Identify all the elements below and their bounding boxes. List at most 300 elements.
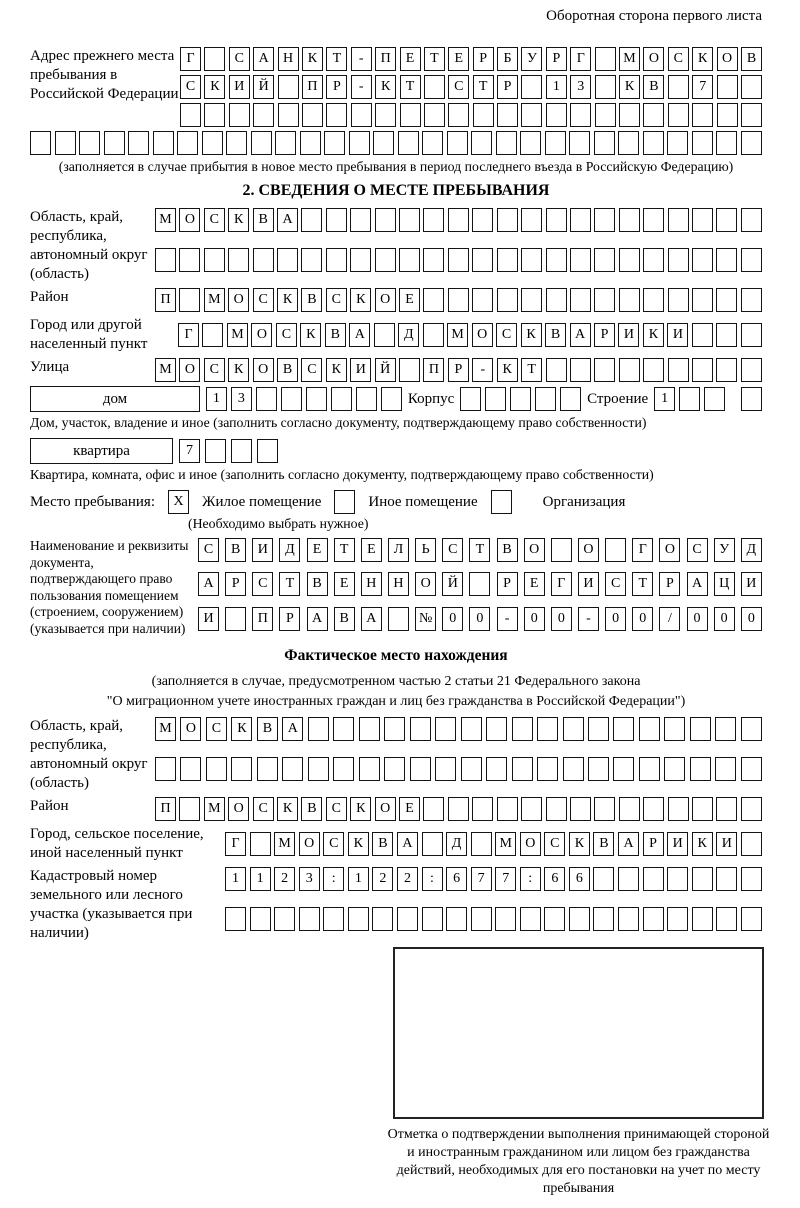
form-cell[interactable] xyxy=(594,131,615,155)
form-cell[interactable] xyxy=(55,131,76,155)
form-cell[interactable]: И xyxy=(198,607,219,631)
form-cell[interactable]: Й xyxy=(253,75,274,99)
form-cell[interactable] xyxy=(461,757,482,781)
form-cell[interactable]: М xyxy=(227,323,248,347)
form-cell[interactable]: Е xyxy=(399,288,420,312)
form-cell[interactable] xyxy=(448,288,469,312)
form-cell[interactable] xyxy=(398,131,419,155)
form-cell[interactable]: Р xyxy=(225,572,246,596)
form-cell[interactable]: К xyxy=(300,323,321,347)
form-cell[interactable] xyxy=(448,208,469,232)
form-cell[interactable] xyxy=(497,797,518,821)
form-cell[interactable]: 6 xyxy=(569,867,590,891)
form-cell[interactable]: В xyxy=(225,538,246,562)
form-cell[interactable] xyxy=(741,387,762,411)
form-cell[interactable] xyxy=(521,288,542,312)
form-cell[interactable] xyxy=(545,131,566,155)
form-cell[interactable]: С xyxy=(326,288,347,312)
form-cell[interactable]: 2 xyxy=(274,867,295,891)
form-cell[interactable]: В xyxy=(307,572,328,596)
form-cell[interactable] xyxy=(537,757,558,781)
form-cell[interactable]: О xyxy=(299,832,320,856)
form-cell[interactable] xyxy=(570,358,591,382)
form-cell[interactable] xyxy=(546,208,567,232)
form-cell[interactable]: 0 xyxy=(442,607,463,631)
form-cell[interactable]: А xyxy=(307,607,328,631)
form-cell[interactable]: С xyxy=(442,538,463,562)
form-cell[interactable] xyxy=(594,797,615,821)
form-cell[interactable]: Т xyxy=(334,538,355,562)
form-cell[interactable] xyxy=(546,288,567,312)
form-cell[interactable] xyxy=(448,248,469,272)
form-cell[interactable] xyxy=(180,103,201,127)
form-cell[interactable]: Е xyxy=(399,797,420,821)
form-cell[interactable] xyxy=(716,208,737,232)
form-cell[interactable]: 0 xyxy=(469,607,490,631)
form-cell[interactable] xyxy=(618,867,639,891)
form-cell[interactable] xyxy=(595,75,616,99)
form-cell[interactable]: Д xyxy=(398,323,419,347)
form-cell[interactable]: Т xyxy=(521,358,542,382)
form-cell[interactable] xyxy=(301,208,322,232)
form-cell[interactable]: Г xyxy=(570,47,591,71)
form-cell[interactable]: В xyxy=(497,538,518,562)
form-cell[interactable] xyxy=(397,907,418,931)
form-cell[interactable]: Т xyxy=(632,572,653,596)
form-cell[interactable] xyxy=(326,248,347,272)
form-cell[interactable]: Г xyxy=(632,538,653,562)
form-cell[interactable] xyxy=(613,757,634,781)
form-cell[interactable]: С xyxy=(301,358,322,382)
form-cell[interactable]: С xyxy=(544,832,565,856)
form-cell[interactable] xyxy=(306,387,327,411)
form-cell[interactable] xyxy=(593,867,614,891)
form-cell[interactable]: А xyxy=(397,832,418,856)
form-cell[interactable] xyxy=(741,717,762,741)
form-cell[interactable] xyxy=(356,387,377,411)
form-cell[interactable] xyxy=(595,47,616,71)
form-cell[interactable]: С xyxy=(204,358,225,382)
form-cell[interactable] xyxy=(613,717,634,741)
form-cell[interactable] xyxy=(30,131,51,155)
form-cell[interactable] xyxy=(570,248,591,272)
form-cell[interactable] xyxy=(570,208,591,232)
form-cell[interactable]: У xyxy=(521,47,542,71)
form-cell[interactable] xyxy=(715,717,736,741)
form-cell[interactable] xyxy=(446,907,467,931)
form-cell[interactable] xyxy=(643,208,664,232)
form-cell[interactable] xyxy=(231,439,252,463)
form-cell[interactable] xyxy=(563,717,584,741)
form-cell[interactable] xyxy=(423,208,444,232)
form-cell[interactable]: № xyxy=(415,607,436,631)
form-cell[interactable] xyxy=(588,757,609,781)
form-cell[interactable]: С xyxy=(687,538,708,562)
form-cell[interactable] xyxy=(667,907,688,931)
form-cell[interactable]: А xyxy=(253,47,274,71)
form-cell[interactable]: 6 xyxy=(446,867,467,891)
form-cell[interactable] xyxy=(331,387,352,411)
form-cell[interactable]: А xyxy=(277,208,298,232)
form-cell[interactable] xyxy=(301,248,322,272)
form-cell[interactable] xyxy=(281,387,302,411)
form-cell[interactable] xyxy=(299,907,320,931)
form-cell[interactable] xyxy=(546,248,567,272)
form-cell[interactable] xyxy=(619,288,640,312)
form-cell[interactable] xyxy=(643,131,664,155)
form-cell[interactable]: О xyxy=(578,538,599,562)
form-cell[interactable] xyxy=(179,797,200,821)
form-cell[interactable]: М xyxy=(274,832,295,856)
form-cell[interactable] xyxy=(535,387,556,411)
form-cell[interactable] xyxy=(326,103,347,127)
form-cell[interactable]: 0 xyxy=(524,607,545,631)
form-cell[interactable]: Р xyxy=(659,572,680,596)
form-cell[interactable] xyxy=(692,323,713,347)
form-cell[interactable]: И xyxy=(667,323,688,347)
form-cell[interactable] xyxy=(472,208,493,232)
form-cell[interactable] xyxy=(278,103,299,127)
form-cell[interactable] xyxy=(668,75,689,99)
form-cell[interactable] xyxy=(471,907,492,931)
form-cell[interactable] xyxy=(384,757,405,781)
form-cell[interactable]: 2 xyxy=(397,867,418,891)
form-cell[interactable] xyxy=(569,131,590,155)
form-cell[interactable]: Е xyxy=(448,47,469,71)
form-cell[interactable]: Г xyxy=(178,323,199,347)
form-cell[interactable] xyxy=(384,717,405,741)
form-cell[interactable]: М xyxy=(447,323,468,347)
form-cell[interactable] xyxy=(333,757,354,781)
form-cell[interactable] xyxy=(205,439,226,463)
form-cell[interactable]: 7 xyxy=(495,867,516,891)
form-cell[interactable]: : xyxy=(520,867,541,891)
form-cell[interactable] xyxy=(202,131,223,155)
form-cell[interactable]: А xyxy=(361,607,382,631)
form-cell[interactable]: К xyxy=(302,47,323,71)
form-cell[interactable] xyxy=(594,208,615,232)
form-cell[interactable] xyxy=(348,907,369,931)
form-cell[interactable]: К xyxy=(231,717,252,741)
form-cell[interactable] xyxy=(692,103,713,127)
form-cell[interactable]: К xyxy=(569,832,590,856)
form-cell[interactable]: К xyxy=(643,323,664,347)
form-cell[interactable]: М xyxy=(155,208,176,232)
form-cell[interactable] xyxy=(643,907,664,931)
form-cell[interactable] xyxy=(422,131,443,155)
form-cell[interactable]: К xyxy=(619,75,640,99)
form-cell[interactable] xyxy=(570,103,591,127)
form-cell[interactable]: К xyxy=(350,797,371,821)
form-cell[interactable] xyxy=(231,757,252,781)
form-cell[interactable]: 7 xyxy=(471,867,492,891)
form-cell[interactable]: Г xyxy=(180,47,201,71)
form-cell[interactable] xyxy=(399,358,420,382)
form-cell[interactable] xyxy=(521,208,542,232)
form-cell[interactable] xyxy=(741,75,762,99)
form-cell[interactable]: О xyxy=(228,797,249,821)
form-cell[interactable]: Р xyxy=(497,572,518,596)
form-cell[interactable]: 1 xyxy=(546,75,567,99)
form-cell[interactable]: Й xyxy=(375,358,396,382)
form-cell[interactable]: С xyxy=(252,572,273,596)
form-cell[interactable] xyxy=(593,907,614,931)
form-cell[interactable] xyxy=(372,907,393,931)
form-cell[interactable] xyxy=(716,131,737,155)
form-cell[interactable]: - xyxy=(351,75,372,99)
form-cell[interactable] xyxy=(460,387,481,411)
form-cell[interactable]: - xyxy=(351,47,372,71)
form-cell[interactable] xyxy=(639,757,660,781)
form-cell[interactable]: Н xyxy=(278,47,299,71)
form-cell[interactable] xyxy=(618,131,639,155)
form-cell[interactable]: 0 xyxy=(687,607,708,631)
form-cell[interactable] xyxy=(375,208,396,232)
form-cell[interactable]: Н xyxy=(388,572,409,596)
form-cell[interactable] xyxy=(253,103,274,127)
form-cell[interactable] xyxy=(588,717,609,741)
form-cell[interactable]: - xyxy=(497,607,518,631)
form-cell[interactable]: О xyxy=(251,323,272,347)
form-cell[interactable]: Е xyxy=(524,572,545,596)
form-cell[interactable] xyxy=(410,717,431,741)
form-cell[interactable] xyxy=(155,248,176,272)
form-cell[interactable]: К xyxy=(692,47,713,71)
form-cell[interactable]: К xyxy=(350,288,371,312)
form-cell[interactable]: В xyxy=(334,607,355,631)
form-cell[interactable]: К xyxy=(497,358,518,382)
form-cell[interactable]: 1 xyxy=(250,867,271,891)
form-cell[interactable]: С xyxy=(204,208,225,232)
form-cell[interactable] xyxy=(400,103,421,127)
form-cell[interactable] xyxy=(741,131,762,155)
form-cell[interactable] xyxy=(668,208,689,232)
form-cell[interactable] xyxy=(741,103,762,127)
form-cell[interactable] xyxy=(643,867,664,891)
form-cell[interactable] xyxy=(275,131,296,155)
form-cell[interactable] xyxy=(667,131,688,155)
form-cell[interactable]: Т xyxy=(400,75,421,99)
form-cell[interactable] xyxy=(692,288,713,312)
form-cell[interactable]: Т xyxy=(424,47,445,71)
form-cell[interactable]: В xyxy=(325,323,346,347)
form-cell[interactable]: Т xyxy=(473,75,494,99)
form-cell[interactable]: Е xyxy=(361,538,382,562)
form-cell[interactable] xyxy=(324,131,345,155)
form-cell[interactable] xyxy=(497,103,518,127)
form-cell[interactable] xyxy=(619,248,640,272)
form-cell[interactable] xyxy=(716,358,737,382)
form-cell[interactable] xyxy=(422,907,443,931)
form-cell[interactable]: К xyxy=(326,358,347,382)
form-cell[interactable] xyxy=(643,288,664,312)
form-cell[interactable] xyxy=(226,131,247,155)
form-cell[interactable]: Р xyxy=(594,323,615,347)
form-cell[interactable]: М xyxy=(619,47,640,71)
form-cell[interactable] xyxy=(521,103,542,127)
form-cell[interactable]: И xyxy=(667,832,688,856)
form-cell[interactable] xyxy=(308,717,329,741)
form-cell[interactable]: Е xyxy=(400,47,421,71)
form-cell[interactable] xyxy=(704,387,725,411)
form-cell[interactable]: Д xyxy=(741,538,762,562)
form-cell[interactable] xyxy=(461,717,482,741)
form-cell[interactable] xyxy=(510,387,531,411)
form-cell[interactable]: Р xyxy=(473,47,494,71)
form-cell[interactable]: Л xyxy=(388,538,409,562)
form-cell[interactable]: 3 xyxy=(299,867,320,891)
form-cell[interactable] xyxy=(546,797,567,821)
form-cell[interactable] xyxy=(447,131,468,155)
form-cell[interactable]: Н xyxy=(361,572,382,596)
form-cell[interactable] xyxy=(448,103,469,127)
form-cell[interactable] xyxy=(251,131,272,155)
form-cell[interactable] xyxy=(423,248,444,272)
form-cell[interactable] xyxy=(495,907,516,931)
form-cell[interactable]: О xyxy=(659,538,680,562)
form-cell[interactable]: Е xyxy=(307,538,328,562)
form-cell[interactable]: М xyxy=(204,288,225,312)
form-cell[interactable] xyxy=(334,490,355,514)
form-cell[interactable] xyxy=(668,358,689,382)
form-cell[interactable]: А xyxy=(349,323,370,347)
form-cell[interactable] xyxy=(643,797,664,821)
form-cell[interactable]: С xyxy=(253,288,274,312)
form-cell[interactable] xyxy=(497,248,518,272)
form-cell[interactable]: О xyxy=(717,47,738,71)
form-cell[interactable]: Р xyxy=(546,47,567,71)
form-cell[interactable]: В xyxy=(277,358,298,382)
form-cell[interactable] xyxy=(471,832,492,856)
form-cell[interactable]: В xyxy=(593,832,614,856)
form-cell[interactable]: К xyxy=(277,288,298,312)
form-cell[interactable] xyxy=(472,248,493,272)
form-cell[interactable] xyxy=(486,717,507,741)
form-cell[interactable]: К xyxy=(521,323,542,347)
form-cell[interactable]: 1 xyxy=(225,867,246,891)
form-cell[interactable]: О xyxy=(524,538,545,562)
form-cell[interactable]: С xyxy=(605,572,626,596)
form-cell[interactable]: К xyxy=(277,797,298,821)
form-cell[interactable]: П xyxy=(302,75,323,99)
form-cell[interactable]: С xyxy=(229,47,250,71)
form-cell[interactable] xyxy=(388,607,409,631)
form-cell[interactable]: П xyxy=(375,47,396,71)
form-cell[interactable] xyxy=(643,248,664,272)
form-cell[interactable]: О xyxy=(180,717,201,741)
form-cell[interactable] xyxy=(177,131,198,155)
form-cell[interactable] xyxy=(472,797,493,821)
form-cell[interactable]: Р xyxy=(448,358,469,382)
form-cell[interactable]: О xyxy=(228,288,249,312)
form-cell[interactable]: Г xyxy=(225,832,246,856)
form-cell[interactable] xyxy=(471,131,492,155)
form-cell[interactable]: П xyxy=(423,358,444,382)
form-cell[interactable]: 0 xyxy=(632,607,653,631)
form-cell[interactable]: П xyxy=(252,607,273,631)
form-cell[interactable]: С xyxy=(253,797,274,821)
form-cell[interactable] xyxy=(128,131,149,155)
form-cell[interactable] xyxy=(667,867,688,891)
form-cell[interactable] xyxy=(692,248,713,272)
form-cell[interactable]: 7 xyxy=(692,75,713,99)
form-cell[interactable] xyxy=(469,572,490,596)
form-cell[interactable] xyxy=(715,757,736,781)
form-cell[interactable] xyxy=(497,288,518,312)
form-cell[interactable] xyxy=(435,717,456,741)
form-cell[interactable] xyxy=(716,288,737,312)
form-cell[interactable]: А xyxy=(687,572,708,596)
form-cell[interactable] xyxy=(350,208,371,232)
form-cell[interactable] xyxy=(282,757,303,781)
form-cell[interactable] xyxy=(300,131,321,155)
form-cell[interactable] xyxy=(692,208,713,232)
form-cell[interactable] xyxy=(521,248,542,272)
form-cell[interactable] xyxy=(512,757,533,781)
form-cell[interactable] xyxy=(521,797,542,821)
form-cell[interactable]: 0 xyxy=(741,607,762,631)
form-cell[interactable] xyxy=(692,358,713,382)
form-cell[interactable]: В xyxy=(372,832,393,856)
form-cell[interactable]: П xyxy=(155,797,176,821)
form-cell[interactable]: У xyxy=(714,538,735,562)
form-cell[interactable] xyxy=(359,757,380,781)
form-cell[interactable] xyxy=(496,131,517,155)
form-cell[interactable] xyxy=(668,248,689,272)
form-cell[interactable]: И xyxy=(578,572,599,596)
form-cell[interactable] xyxy=(349,131,370,155)
form-cell[interactable] xyxy=(741,797,762,821)
form-cell[interactable] xyxy=(448,797,469,821)
form-cell[interactable] xyxy=(741,323,762,347)
form-cell[interactable] xyxy=(716,248,737,272)
form-cell[interactable]: В xyxy=(545,323,566,347)
form-cell[interactable]: С xyxy=(668,47,689,71)
form-cell[interactable] xyxy=(668,103,689,127)
form-cell[interactable] xyxy=(424,103,445,127)
form-cell[interactable] xyxy=(180,757,201,781)
form-cell[interactable]: И xyxy=(716,832,737,856)
form-cell[interactable] xyxy=(274,907,295,931)
form-cell[interactable]: М xyxy=(155,717,176,741)
form-cell[interactable]: Т xyxy=(469,538,490,562)
form-cell[interactable] xyxy=(664,757,685,781)
form-cell[interactable]: О xyxy=(253,358,274,382)
form-cell[interactable] xyxy=(716,797,737,821)
form-cell[interactable]: 6 xyxy=(544,867,565,891)
form-cell[interactable]: В xyxy=(741,47,762,71)
form-cell[interactable]: А xyxy=(618,832,639,856)
form-cell[interactable]: 1 xyxy=(348,867,369,891)
form-cell[interactable] xyxy=(595,103,616,127)
form-cell[interactable]: Г xyxy=(551,572,572,596)
form-cell[interactable] xyxy=(741,757,762,781)
form-cell[interactable] xyxy=(717,103,738,127)
form-cell[interactable] xyxy=(278,75,299,99)
form-cell[interactable]: Р xyxy=(497,75,518,99)
form-cell[interactable] xyxy=(253,248,274,272)
form-cell[interactable]: М xyxy=(155,358,176,382)
form-cell[interactable]: К xyxy=(375,75,396,99)
form-cell[interactable] xyxy=(423,797,444,821)
form-cell[interactable]: С xyxy=(326,797,347,821)
form-cell[interactable]: В xyxy=(257,717,278,741)
form-cell[interactable] xyxy=(619,358,640,382)
form-cell[interactable] xyxy=(679,387,700,411)
form-cell[interactable] xyxy=(423,323,444,347)
form-cell[interactable] xyxy=(668,797,689,821)
form-cell[interactable]: С xyxy=(180,75,201,99)
